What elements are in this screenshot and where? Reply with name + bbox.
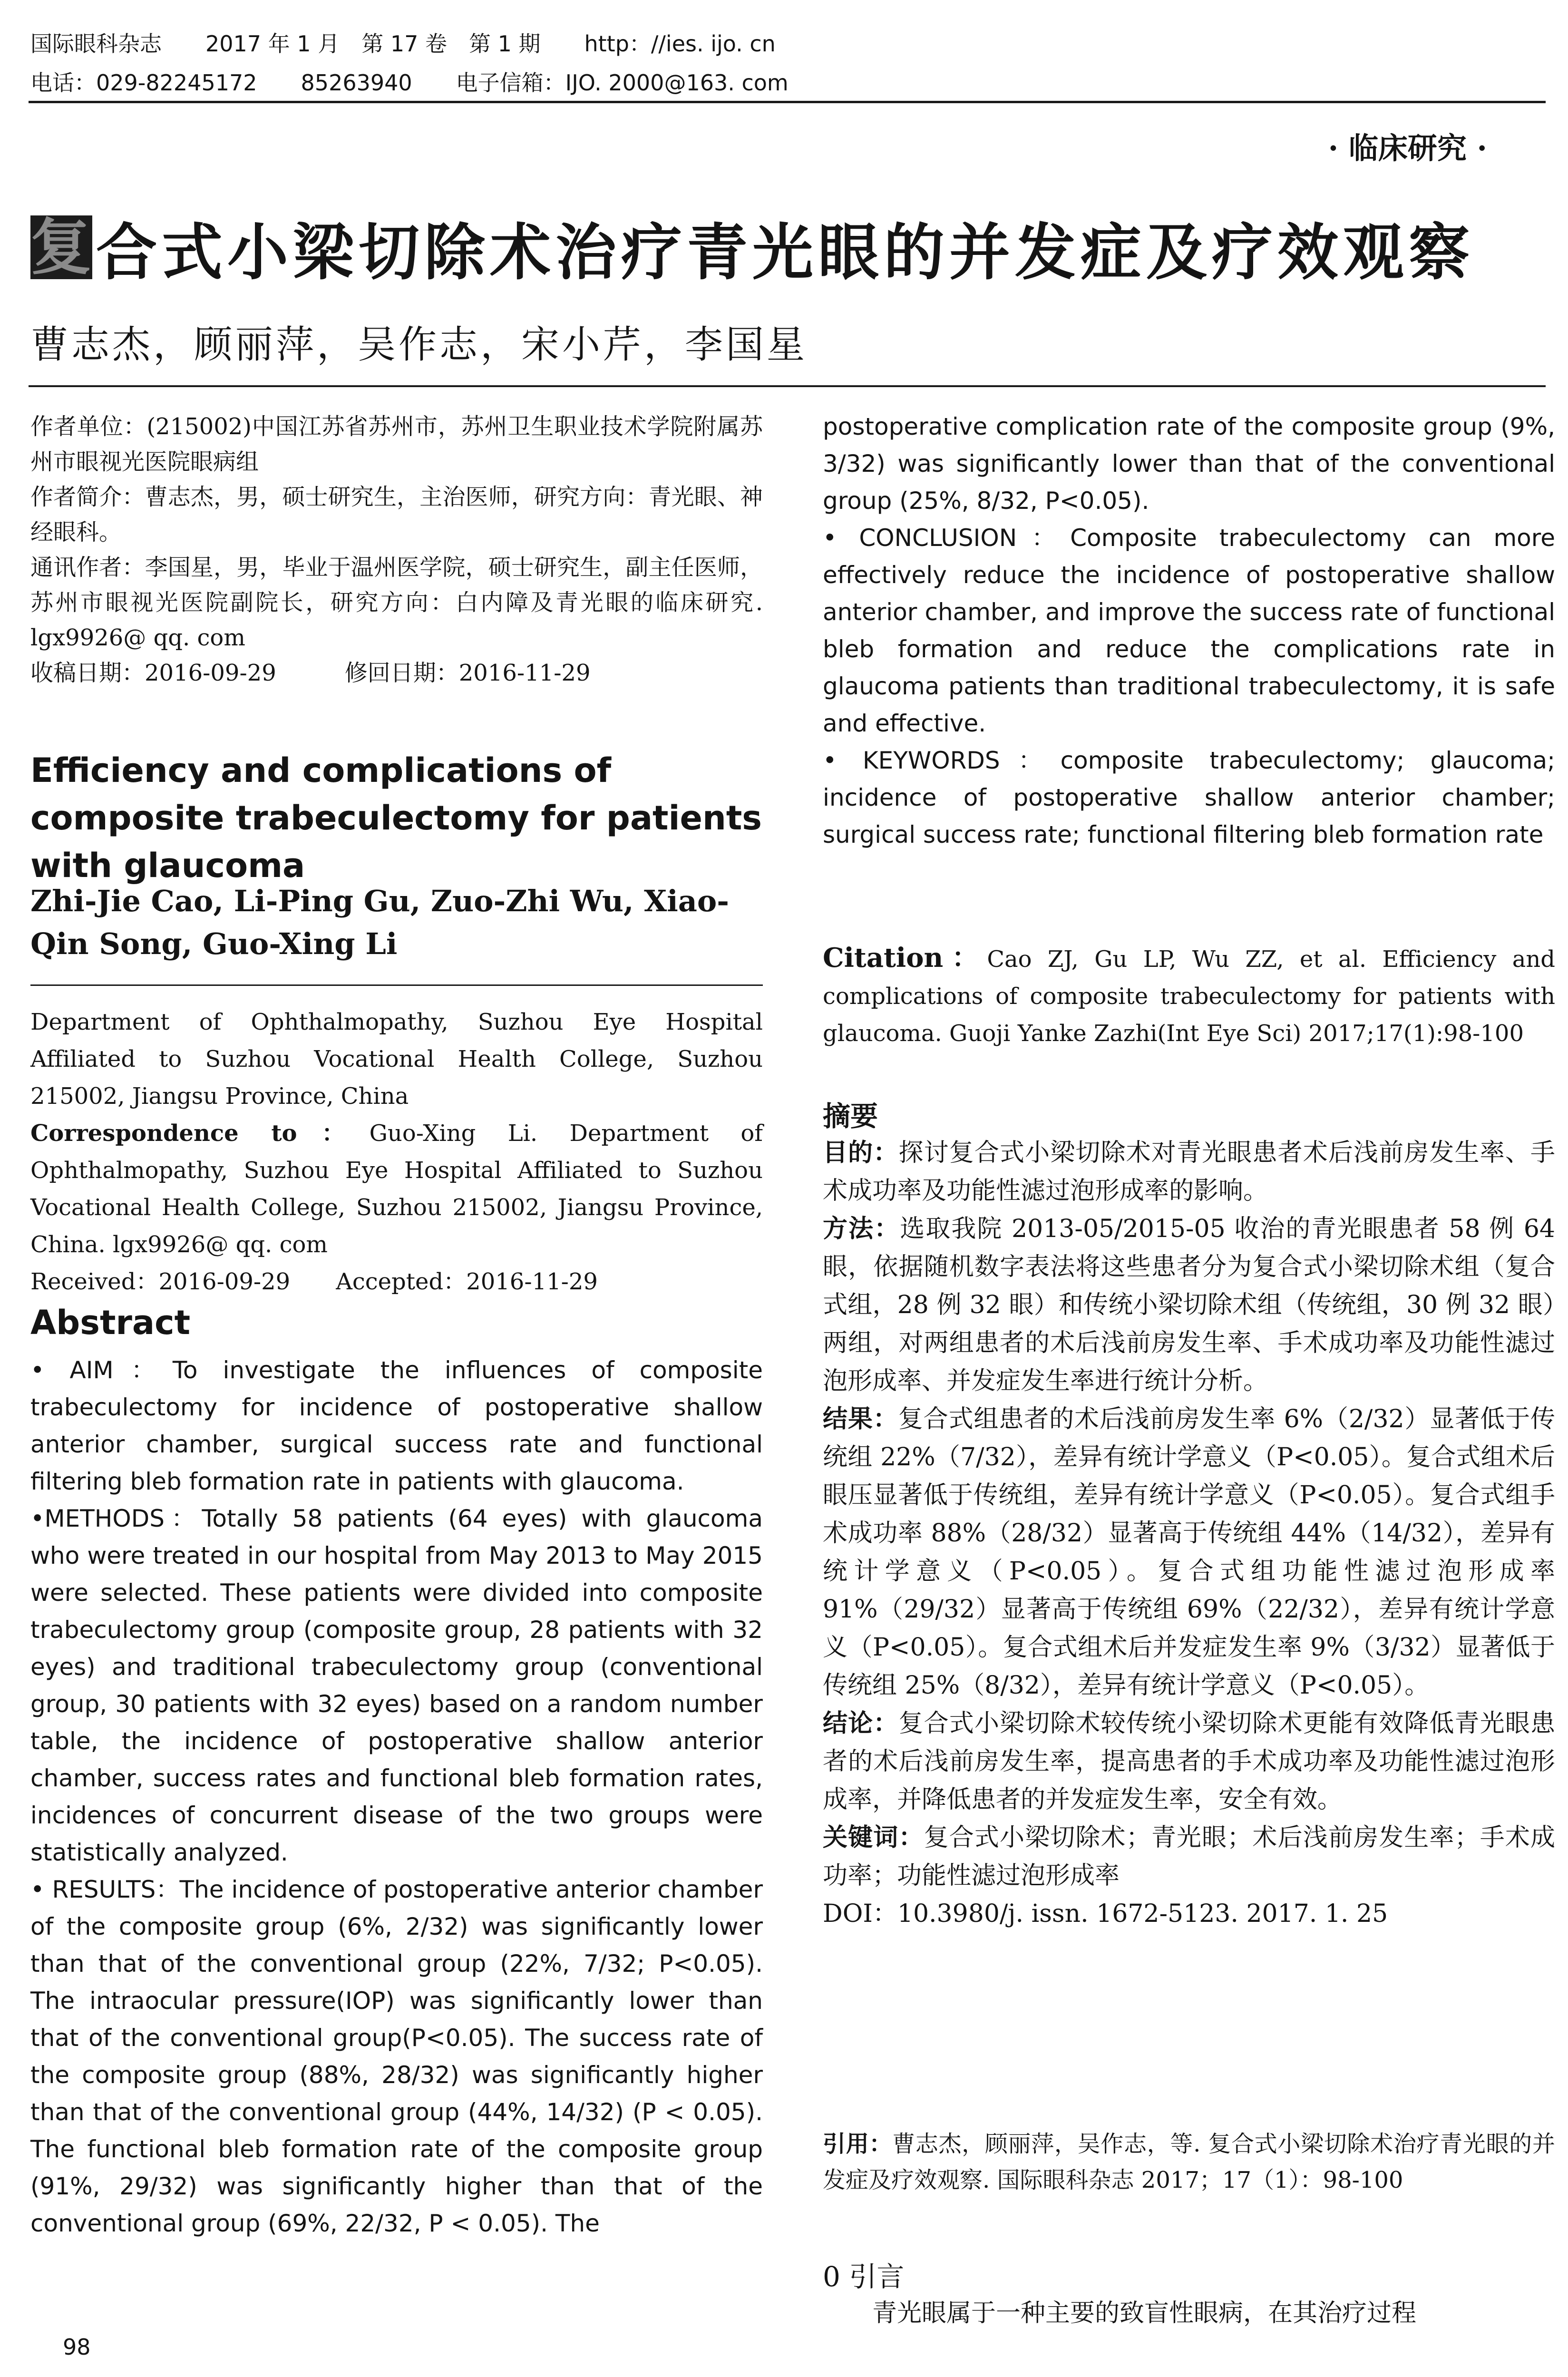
abstract-results: • RESULTS：The incidence of postoperative anterior chamber of the composite group (6%, 2/32) was significantly lower than that of the conventional group (22%, 7/32; P<0.05). The intraocular pressure(IOP) was significantly lower than that of the conventional group(P<0.05). The success rate of the composite group (88%, 28/32) was significantly higher than that of the conventional group (44%, 14/32) (P < 0.05). The functional bleb formation rate of the composite group (91%, 29/32) was significantly higher than that of the conventional group (69%, 22/32, P < 0.05). The: [30, 1876, 763, 2237]
english-affiliation-block: [30, 1003, 763, 1300]
correspondence-label: Correspondence to：: [30, 1120, 370, 1147]
zh-keywords-text: 复合式小梁切除术；青光眼；术后浅前房发生率；手术成功率；功能性滤过泡形成率: [823, 1823, 1555, 1890]
zh-conclusion: [823, 1705, 1555, 1819]
zh-methods-label: 方法：: [823, 1214, 900, 1243]
english-title: Efficiency and complications of composite trabeculectomy for patients with glaucoma: [30, 751, 762, 885]
intro-block: [823, 2254, 1555, 2332]
abstract-right: [823, 408, 1555, 853]
abstract-heading: Abstract: [30, 1303, 191, 1342]
zh-aim: [823, 1134, 1555, 1210]
zh-results-label: 结果：: [823, 1404, 898, 1433]
abstract-results-continued: postoperative complication rate of the composite group (9%, 3/32) was significantly lower than that of the conventional group (25%, 8/32, P<0.05).: [823, 413, 1555, 515]
citation-text: Cao ZJ, Gu LP, Wu ZZ, et al. Efficiency and complications of composite trabeculectomy for patients with glaucoma. Guoji Yanke Zazhi(Int Eye Sci) 2017;17(1):98-100: [823, 946, 1555, 1047]
journal-header-line-2: 电话：029-82245172 85263940 电子信箱：IJO. 2000@163. com: [30, 70, 789, 96]
zh-conclusion-label: 结论：: [823, 1709, 899, 1738]
article-title: [30, 204, 1474, 291]
title-first-char: 复: [30, 212, 97, 283]
received-accepted: Received：2016-09-29 Accepted：2016-11-29: [30, 1268, 598, 1295]
page-number: 98: [63, 2334, 91, 2360]
zh-aim-label: 目的：: [823, 1138, 899, 1167]
citation-block: [823, 939, 1555, 1052]
zh-aim-text: 探讨复合式小梁切除术对青光眼患者术后浅前房发生率、手术成功率及功能性滤过泡形成率的影响。: [823, 1139, 1555, 1205]
section-tag: · 临床研究 ·: [1328, 131, 1487, 166]
english-authors: Zhi-Jie Cao, Li-Ping Gu, Zuo-Zhi Wu, Xiao-Qin Song, Guo-Xing Li: [30, 884, 730, 961]
correspondence-text: Guo-Xing Li. Department of Ophthalmopathy, Suzhou Eye Hospital Affiliated to Suzhou Vocational Health College, Suzhou 215002, Jiangsu Province, China. lgx9926@ qq. com: [30, 1120, 763, 1258]
affiliation-cn: 作者单位：(215002)中国江苏省苏州市，苏州卫生职业技术学院附属苏州市眼视光医院眼病组: [30, 413, 763, 475]
zh-keywords-label: 关键词：: [823, 1823, 924, 1852]
abstract-aim: • AIM：To investigate the influences of composite trabeculectomy for incidence of postoperative shallow anterior chamber, surgical success rate and functional filtering bleb formation rate in patients with glaucoma.: [30, 1356, 763, 1495]
citation-label: Citation：: [823, 942, 987, 974]
correspondence: [30, 1115, 763, 1263]
dates-cn: 收稿日期：2016-09-29 修回日期：2016-11-29: [30, 660, 591, 686]
zh-citation: [823, 2126, 1555, 2198]
header-divider: [29, 101, 1546, 103]
zh-keywords: [823, 1819, 1555, 1895]
abstract-left: [30, 1352, 763, 2242]
zh-methods: [823, 1210, 1555, 1400]
intro-text: 青光眼属于一种主要的致盲性眼病，在其治疗过程: [872, 2299, 1417, 2328]
english-affiliation: Department of Ophthalmopathy, Suzhou Eye Hospital Affiliated to Suzhou Vocational Health College, Suzhou 215002, Jiangsu Province, China: [30, 1009, 763, 1110]
abstract-keywords: • KEYWORDS：composite trabeculectomy; glaucoma; incidence of postoperative shallow anterior chamber; surgical success rate; functional filtering bleb formation rate: [823, 747, 1555, 848]
title-text: 合式小梁切除术治疗青光眼的并发症及疗效观察: [96, 217, 1475, 288]
zh-doi: DOI：10.3980/j. issn. 1672-5123. 2017. 1. 25: [823, 1900, 1388, 1928]
zh-citation-text: 曹志杰，顾丽萍，吴作志，等. 复合式小梁切除术治疗青光眼的并发症及疗效观察. 国际眼科杂志 2017；17（1）：98-100: [823, 2131, 1555, 2193]
author-bio-cn: 作者简介：曹志杰，男，硕士研究生，主治医师，研究方向：青光眼、神经眼科。: [30, 484, 763, 546]
zh-results-text: 复合式组患者的术后浅前房发生率 6%（2/32）显著低于传统组 22%（7/32），差异有统计学意义（P<0.05）。复合式组术后眼压显著低于传统组，差异有统计学意义（P<0.05）。复合式组手术成功率 88%（28/32）显著高于传统组 44%（14/32），差异有统计学意义（P<0.05）。复合式组功能性滤过泡形成率 91%（29/32）显著高于传统组 69%（22/32），差异有统计学意义（P<0.05）。复合式组术后并发症发生率 9%（3/32）显著低于传统组 25%（8/32），差异有统计学意义（P<0.05）。: [823, 1405, 1555, 1700]
affiliation-cn-block: [30, 409, 763, 691]
title-divider: [29, 385, 1546, 387]
zh-methods-text: 选取我院 2013-05/2015-05 收治的青光眼患者 58 例 64 眼，依据随机数字表法将这些患者分为复合式小梁切除术组（复合式组，28 例 32 眼）和传统小梁切除术组（传统组，30 例 32 眼）两组，对两组患者的术后浅前房发生率、手术成功率及功能性滤过泡形成率、并发症发生率进行统计分析。: [823, 1215, 1555, 1395]
authors-divider: [30, 984, 763, 986]
intro-heading: 0 引言: [823, 2260, 905, 2293]
zh-abstract-heading: 摘要: [823, 1100, 878, 1132]
corresponding-author-cn: 通讯作者：李国星，男，毕业于温州医学院，硕士研究生，副主任医师，苏州市眼视光医院副院长，研究方向：白内障及青光眼的临床研究. lgx9926@ qq. com: [30, 554, 763, 651]
abstract-methods: •METHODS：Totally 58 patients (64 eyes) with glaucoma who were treated in our hospital from May 2013 to May 2015 were selected. These patients were divided into composite trabeculectomy group (composite group, 28 patients with 32 eyes) and traditional trabeculectomy group (conventional group, 30 patients with 32 eyes) based on a random number table, the incidence of postoperative shallow anterior chamber, success rates and functional bleb formation rates, incidences of concurrent disease of the two groups were statistically analyzed.: [30, 1505, 763, 1866]
journal-header-line-1: 国际眼科杂志 2017 年 1 月 第 17 卷 第 1 期 http：//ies. ijo. cn: [30, 31, 776, 57]
zh-citation-label: 引用：: [823, 2131, 893, 2157]
zh-results: [823, 1400, 1555, 1705]
abstract-conclusion: • CONCLUSION：Composite trabeculectomy can more effectively reduce the incidence of postoperative shallow anterior chamber, and improve the success rate of functional bleb formation and reduce the complications rate in glaucoma patients than traditional trabeculectomy, it is safe and effective.: [823, 524, 1555, 737]
zh-citation-block: [823, 2126, 1555, 2198]
authors-cn: 曹志杰，顾丽萍，吴作志，宋小芹，李国星: [30, 322, 808, 367]
zh-abstract-block: [823, 1094, 1555, 1933]
zh-conclusion-text: 复合式小梁切除术较传统小梁切除术更能有效降低青光眼患者的术后浅前房发生率，提高患者的手术成功率及功能性滤过泡形成率，并降低患者的并发症发生率，安全有效。: [823, 1709, 1555, 1814]
citation: [823, 939, 1555, 1052]
